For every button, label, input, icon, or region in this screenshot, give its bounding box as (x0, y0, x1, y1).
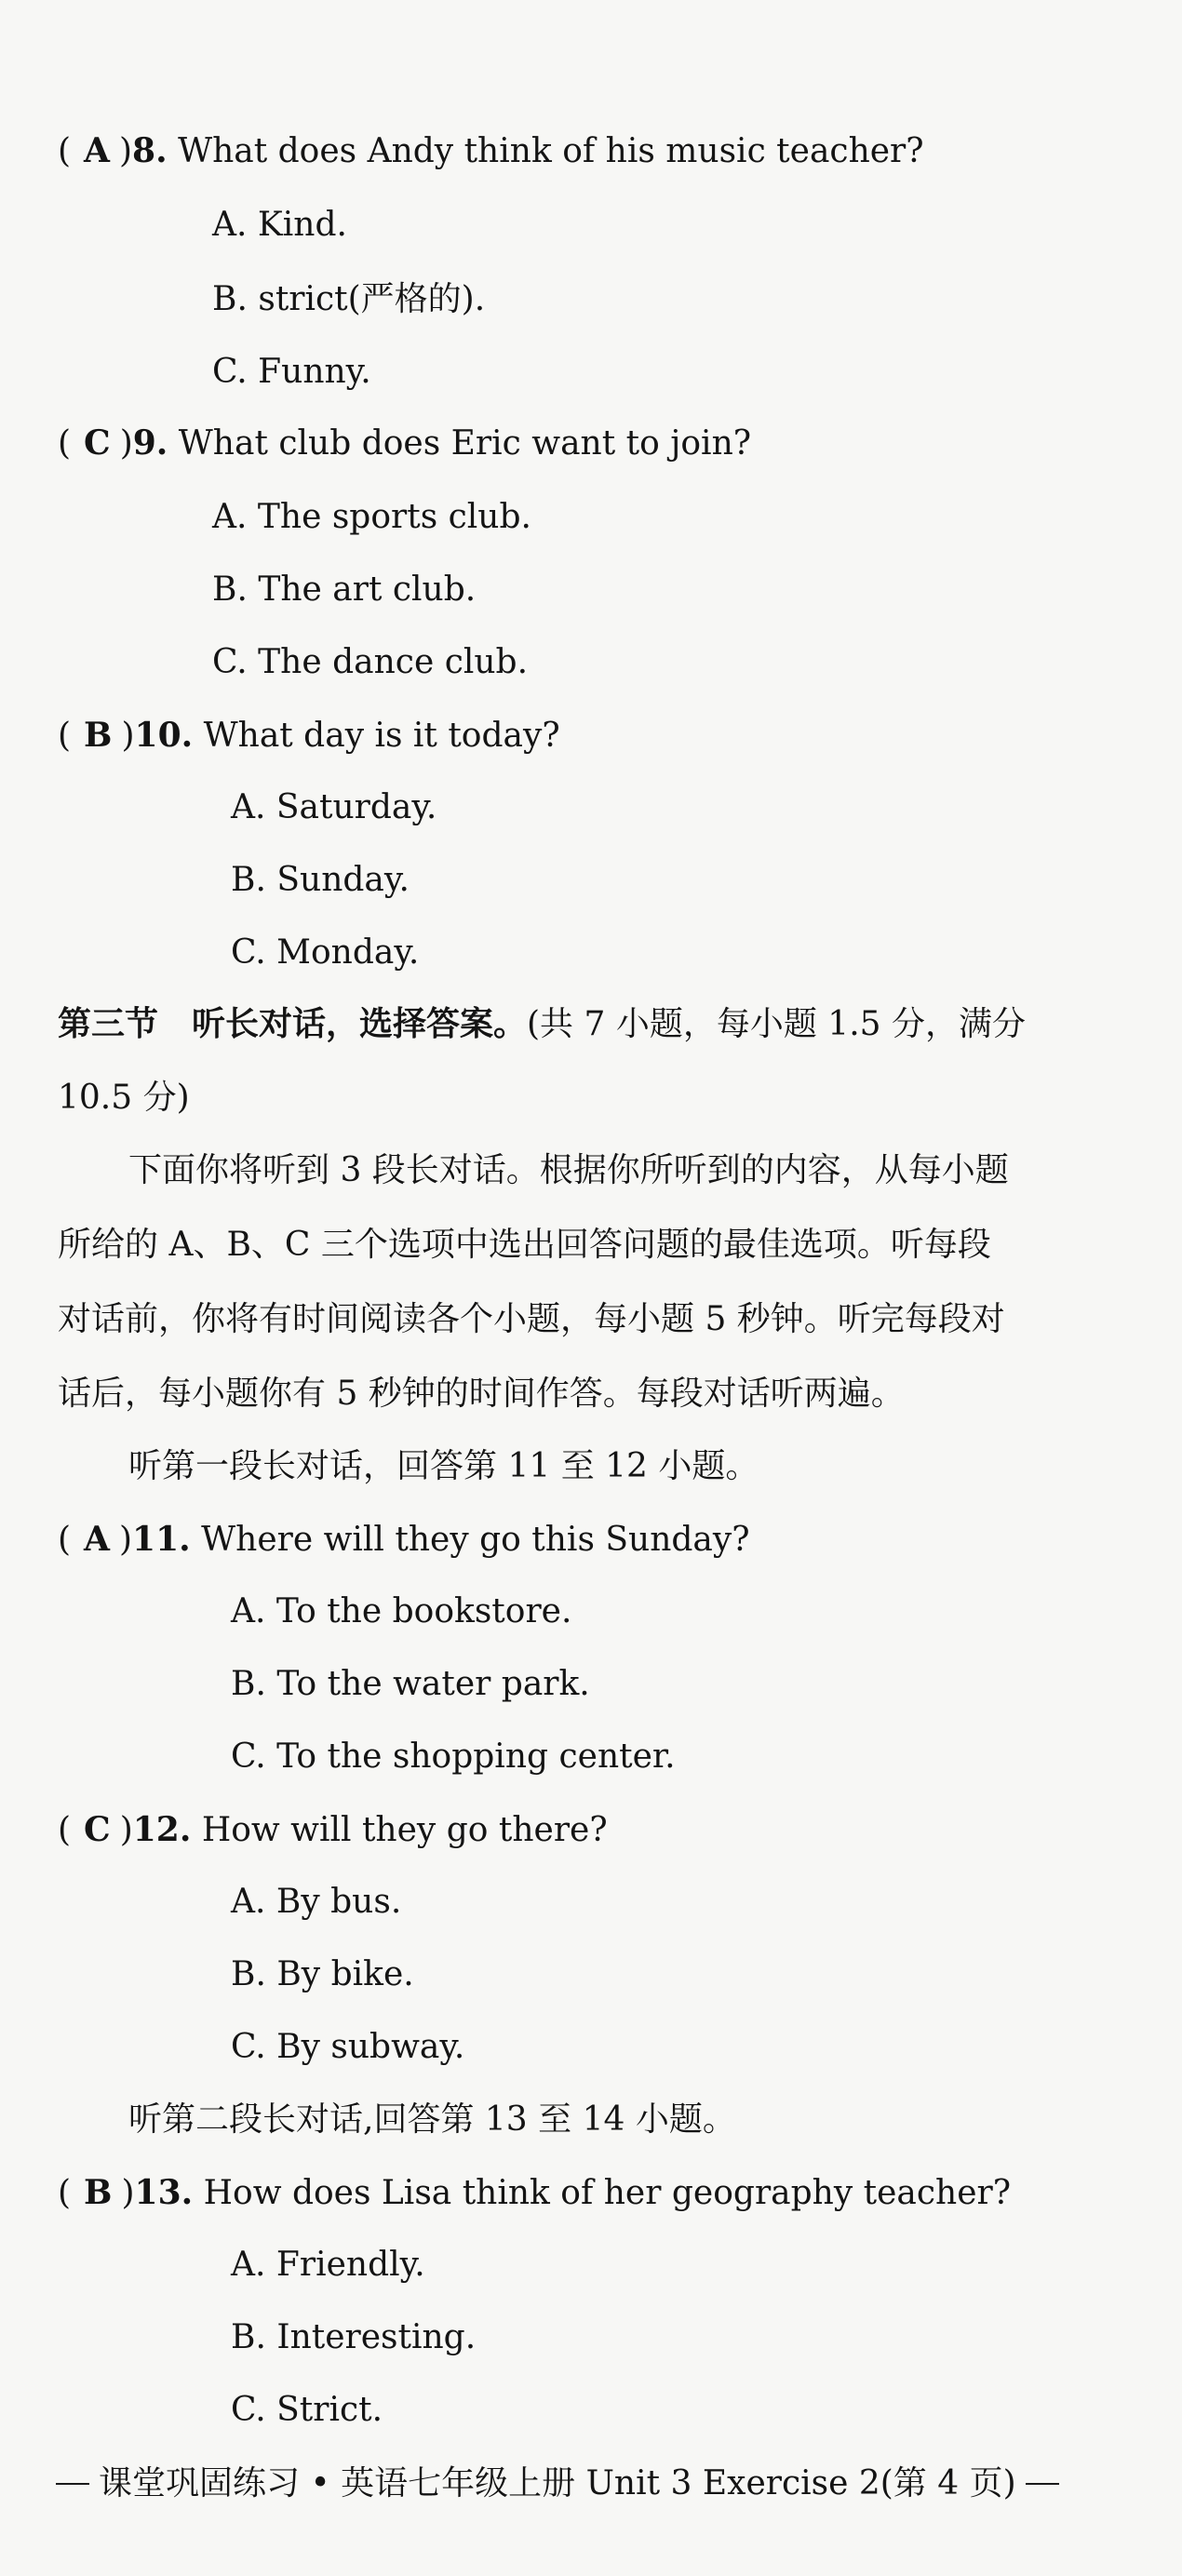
instruction-line: 下面你将听到 3 段长对话。根据你所听到的内容，从每小题 (128, 1151, 1009, 1189)
option-b: B. By bike. (231, 1955, 414, 1993)
question-number: 12. (132, 1810, 192, 1849)
option-a: A. Friendly. (231, 2246, 425, 2284)
question-text: What club does Eric want to join? (178, 424, 752, 463)
question-text: How does Lisa think of her geography teacher? (203, 2174, 1012, 2212)
option-b: B. The art club. (212, 570, 477, 609)
question-11: ( A )11. Where will they go this Sunday? (58, 1520, 750, 1559)
option-a: A. Saturday. (231, 788, 437, 826)
footer-text: 课堂巩固练习 • 英语七年级上册 Unit 3 Exercise 2(第 4 页) (99, 2464, 1016, 2502)
question-number: 10. (134, 716, 194, 755)
answer-9: C (84, 423, 111, 463)
option-a: A. By bus. (231, 1883, 402, 1921)
instruction-line: 所给的 A、B、C 三个选项中选出回答问题的最佳选项。听每段 (58, 1226, 991, 1264)
option-a: A. The sports club. (212, 498, 531, 536)
option-a: A. To the bookstore. (231, 1592, 572, 1630)
option-b: B. strict(严格的). (212, 280, 486, 318)
dialogue-note: 听第一段长对话，回答第 11 至 12 小题。 (128, 1447, 759, 1485)
answer-12: C (84, 1810, 111, 1849)
option-c: C. Strict. (231, 2391, 383, 2429)
option-b: B. Interesting. (231, 2318, 477, 2356)
question-10: ( B )10. What day is it today? (58, 716, 560, 755)
question-number: 11. (132, 1520, 191, 1559)
option-b: B. Sunday. (231, 861, 410, 899)
question-text: Where will they go this Sunday? (201, 1521, 750, 1559)
instruction-line: 话后，每小题你有 5 秒钟的时间作答。每段对话听两遍。 (58, 1375, 905, 1413)
section-points: (共 7 小题，每小题 1.5 分，满分 (527, 1005, 1026, 1043)
question-text: How will they go there? (201, 1811, 608, 1849)
option-b: B. To the water park. (231, 1665, 590, 1703)
footer-dash-right (1026, 2483, 1059, 2485)
option-c: C. Monday. (231, 933, 420, 972)
answer-11: A (84, 1520, 110, 1559)
question-number: 9. (132, 423, 168, 463)
page-footer (47, 2462, 1140, 2506)
answer-13: B (84, 2173, 113, 2212)
instruction-line: 对话前，你将有时间阅读各个小题，每小题 5 秒钟。听完每段对 (58, 1300, 1005, 1338)
question-9: ( C )9. What club does Eric want to join? (58, 423, 752, 463)
section-heading (58, 1001, 1026, 1047)
question-number: 13. (134, 2173, 194, 2212)
section-title: 第三节 听长对话，选择答案。 (58, 1004, 528, 1043)
answer-8: A (84, 131, 110, 170)
dialogue-note: 听第二段长对话,回答第 13 至 14 小题。 (128, 2100, 736, 2139)
answer-10: B (84, 716, 113, 755)
option-c: C. To the shopping center. (231, 1737, 676, 1776)
option-c: C. The dance club. (212, 643, 529, 681)
question-8: ( A )8. What does Andy think of his music teacher? (58, 131, 924, 170)
question-number: 8. (132, 131, 168, 170)
question-text: What day is it today? (203, 717, 560, 755)
question-text: What does Andy think of his music teacher? (178, 132, 924, 170)
question-12: ( C )12. How will they go there? (58, 1810, 608, 1849)
option-a: A. Kind. (212, 206, 347, 244)
section-points-cont: 10.5 分) (58, 1079, 190, 1117)
option-c: C. By subway. (231, 2028, 465, 2066)
footer-dash-left (56, 2483, 89, 2485)
question-13: ( B )13. How does Lisa think of her geography teacher? (58, 2173, 1012, 2212)
option-c: C. Funny. (212, 353, 371, 391)
